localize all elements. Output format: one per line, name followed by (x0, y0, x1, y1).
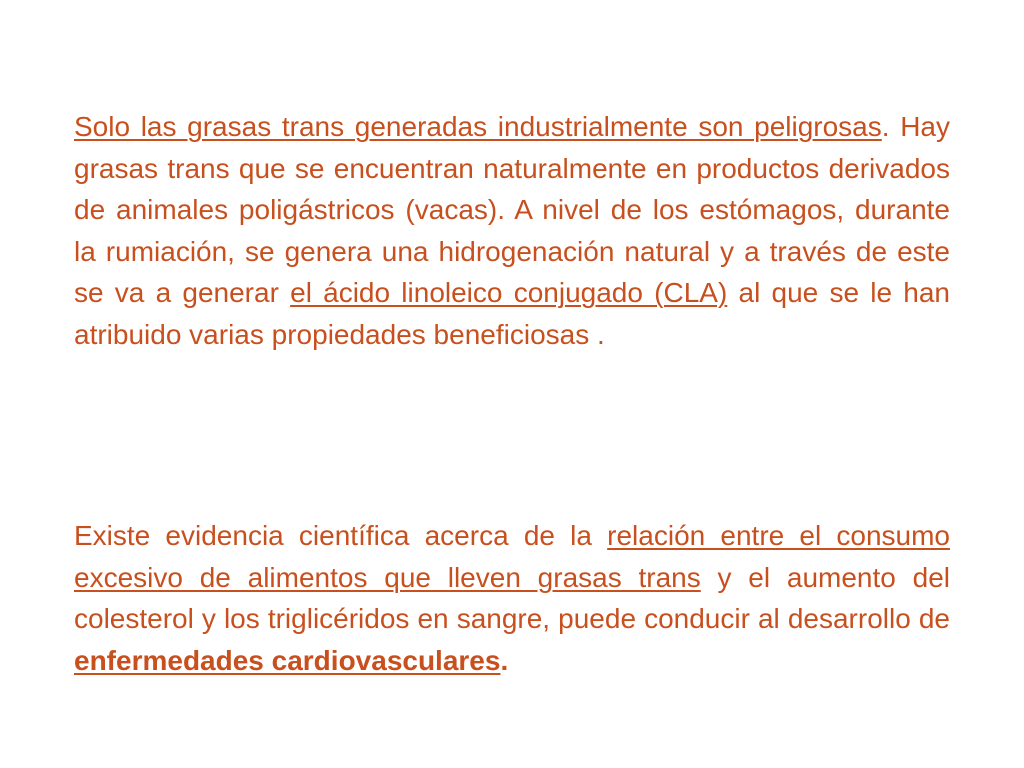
underlined-relation: relación entre el consumo excesivo de alimentos que lleven grasas trans (74, 520, 950, 593)
paragraph-trans-fats (74, 106, 950, 355)
period: . (500, 644, 509, 676)
paragraph-text: y el aumento del colesterol y los triglicéridos en sangre, puede conducir al desarrollo de (74, 561, 950, 634)
bold-underlined-disease: enfermedades cardiovasculares (74, 644, 501, 676)
underlined-cla: el ácido linoleico conjugado (CLA) (290, 277, 728, 308)
underlined-claim: Solo las grasas trans generadas industrialmente son peligrosas (74, 111, 882, 142)
paragraph-text: Existe evidencia científica acerca de la (74, 520, 608, 551)
paragraph-evidence (74, 515, 950, 681)
paragraph-text: al que se le han atribuido varias propiedades beneficiosas . (74, 277, 950, 350)
paragraph-text: . Hay grasas trans que se encuentran naturalmente en productos derivados de animales poligástricos (vacas). A nivel de los estómagos, durante la rumiación, se genera una hidrogenación natural y a través de este se va a generar (74, 111, 950, 308)
